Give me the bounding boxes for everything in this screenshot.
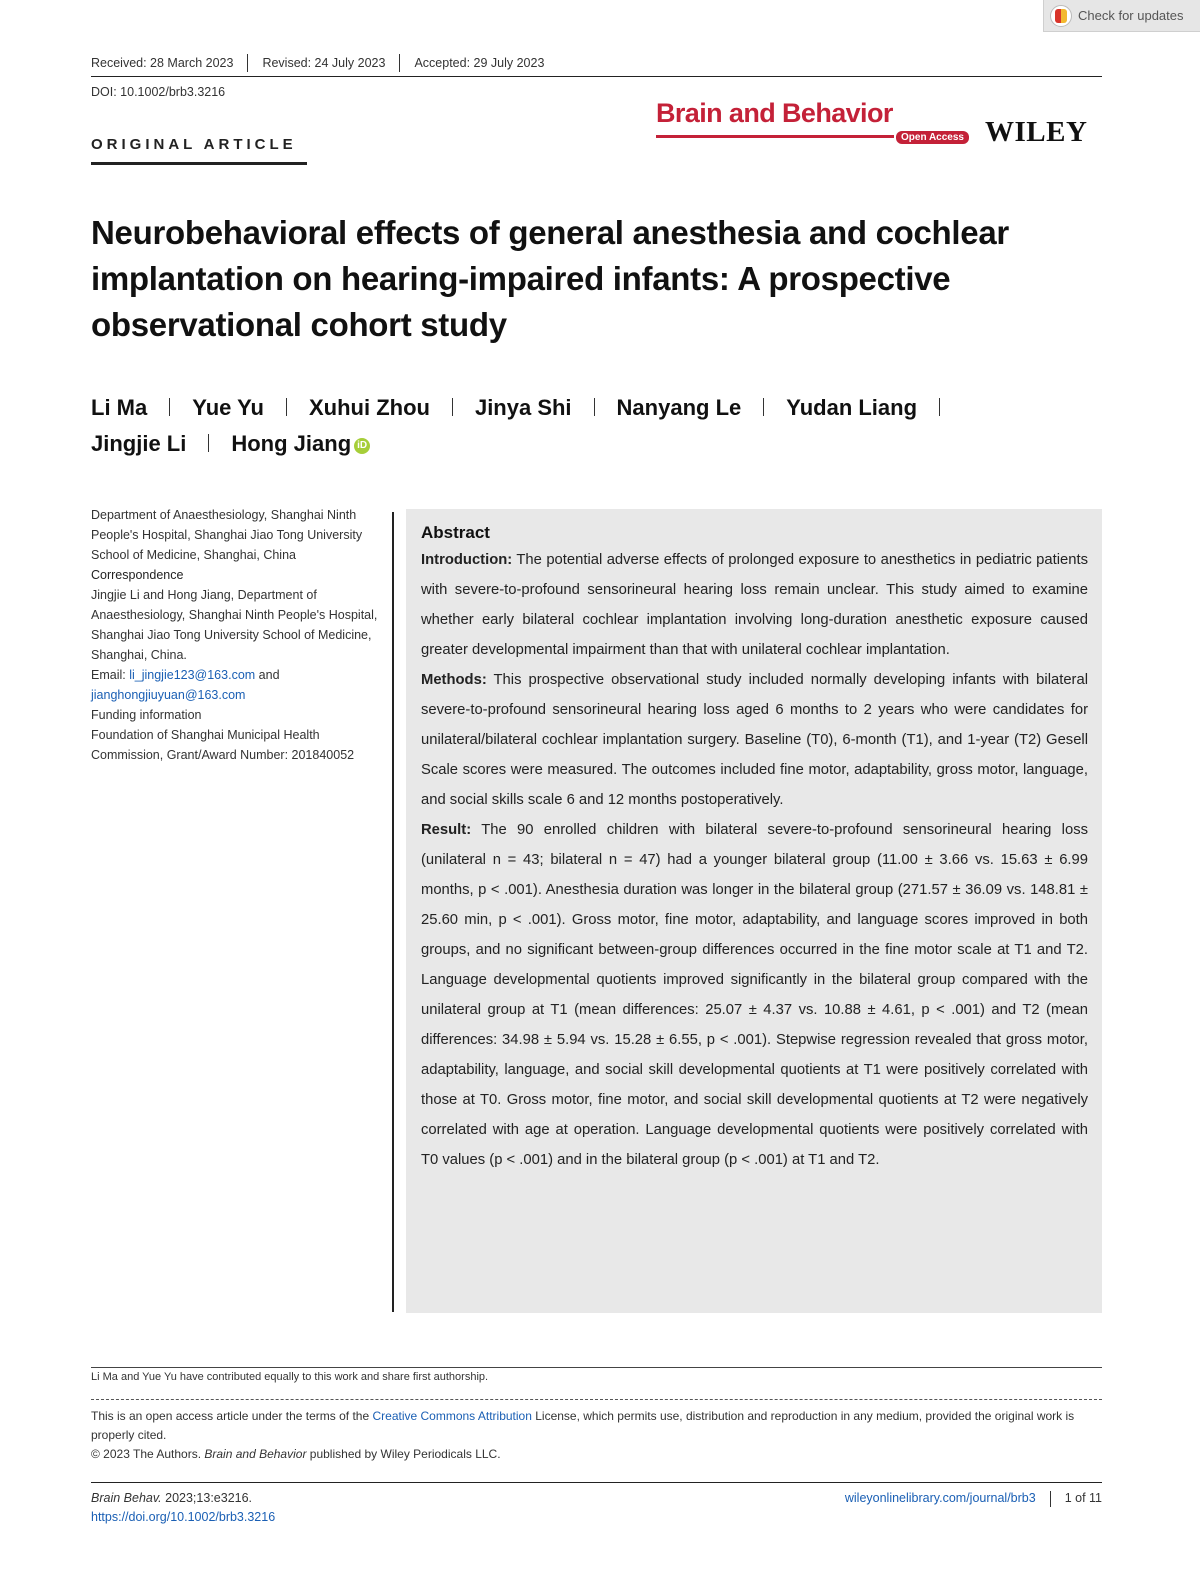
license-text-after: License, which permits use, distribution and reproduction in any medium, provided the original work is properly cited. bbox=[91, 1409, 1075, 1442]
methods-text: This prospective observational study included normally developing infants with bilateral severe-to-profound sensorineural hearing loss aged 6 months to 2 years who were candidates for unilateral/bilateral cochlear implantation surgery. Baseline (T0), 6-month (T1), and 1-year (T2) Gesell Scale scores were measured. The outcomes included fine motor, adaptability, gross motor, language, and social skills scale 6 and 12 months postoperatively. bbox=[421, 672, 1088, 808]
copyright-suffix: published by Wiley Periodicals LLC. bbox=[306, 1447, 501, 1461]
accepted-date: Accepted: 29 July 2023 bbox=[399, 54, 558, 72]
page-info bbox=[845, 1489, 1102, 1508]
footer-rule bbox=[91, 1482, 1102, 1483]
footnote-dashed-rule bbox=[91, 1399, 1102, 1400]
author-name[interactable]: Jinya Shi bbox=[474, 395, 572, 420]
crossmark-icon bbox=[1050, 5, 1072, 27]
author-name[interactable]: Jingjie Li bbox=[91, 431, 187, 456]
author-name[interactable]: Hong Jiang bbox=[231, 431, 352, 456]
author-name[interactable]: Yue Yu bbox=[192, 395, 264, 420]
copyright-journal: Brain and Behavior bbox=[204, 1447, 307, 1461]
author-separator bbox=[763, 398, 764, 416]
page-number: 1 of 11 bbox=[1064, 1491, 1102, 1505]
journal-name: Brain and Behavior bbox=[656, 98, 893, 128]
author-separator bbox=[594, 398, 595, 416]
author-name[interactable]: Xuhui Zhou bbox=[308, 395, 430, 420]
journal-logo bbox=[656, 98, 964, 143]
abstract-introduction bbox=[421, 545, 1088, 665]
revised-date: Revised: 24 July 2023 bbox=[247, 54, 399, 72]
abstract-heading: Abstract bbox=[421, 523, 490, 542]
received-date: Received: 28 March 2023 bbox=[91, 56, 234, 70]
license-notice bbox=[91, 1407, 1102, 1464]
journal-url-link[interactable]: wileyonlinelibrary.com/journal/brb3 bbox=[844, 1491, 1036, 1505]
page-divider bbox=[1050, 1491, 1051, 1507]
author-separator bbox=[452, 398, 453, 416]
abstract-methods bbox=[421, 665, 1088, 815]
correspondence-email bbox=[91, 665, 383, 705]
article-title: Neurobehavioral effects of general anesthesia and cochlear implantation on hearing-impaired infants: A prospective observational cohort study bbox=[91, 214, 1009, 343]
author-list bbox=[91, 390, 1091, 462]
abstract-box bbox=[406, 509, 1102, 1313]
equal-contribution-note: Li Ma and Yue Yu have contributed equally to this work and share first authorship. bbox=[91, 1371, 489, 1383]
email-label: Email: bbox=[91, 668, 126, 682]
citation-journal: Brain Behav. bbox=[91, 1491, 162, 1505]
methods-label: Methods: bbox=[421, 672, 487, 688]
email-link[interactable]: jianghongjiuyuan@163.com bbox=[91, 688, 246, 702]
correspondence-text: Jingjie Li and Hong Jiang, Department of Anaesthesiology, Shanghai Ninth People's Hospital, Shanghai Jiao Tong University School of Medicine, Shanghai, China. bbox=[91, 588, 378, 662]
result-label: Result: bbox=[421, 822, 472, 838]
introduction-label: Introduction: bbox=[421, 552, 513, 568]
author-name[interactable]: Li Ma bbox=[91, 395, 148, 420]
orcid-icon[interactable]: iD bbox=[354, 438, 370, 454]
author-separator bbox=[286, 398, 287, 416]
citation-volume: 2023;13:e3216. bbox=[161, 1491, 253, 1505]
copyright-prefix: © 2023 The Authors. bbox=[91, 1447, 205, 1461]
footnote-rule bbox=[91, 1367, 1102, 1368]
check-for-updates-label: Check for updates bbox=[1078, 8, 1184, 23]
author-name[interactable]: Nanyang Le bbox=[616, 395, 742, 420]
citation bbox=[91, 1489, 275, 1527]
journal-logo-rule bbox=[656, 135, 894, 138]
author-separator bbox=[939, 398, 940, 416]
abstract-result bbox=[421, 815, 1088, 1175]
check-for-updates-button[interactable] bbox=[1043, 0, 1200, 32]
license-text-before: This is an open access article under the terms of the bbox=[91, 1409, 373, 1423]
article-dates bbox=[91, 54, 558, 72]
article-type-rule bbox=[91, 162, 307, 165]
result-text: The 90 enrolled children with bilateral severe-to-profound sensorineural hearing loss (unilateral n = 43; bilateral n = 47) had a younger bilateral group (11.00 ± 3.66 vs. 15.63 ± 6.99 months, p < .001). Anesthesia duration was longer in the bilateral group (271.57 ± 36.09 vs. 148.81 ± 25.60 min, p < .001). Gross motor, fine motor, adaptability, and language scores improved in both groups, and no significant between-group differences occurred in the fine motor scale at T1 and T2. Language developmental quotients improved significantly in the bilateral group compared with the unilateral group at T1 (mean differences: 25.07 ± 4.37 vs. 10.88 ± 4.61, p < .001) and T2 (mean differences: 34.98 ± 5.94 vs. 15.28 ± 6.55, p < .001). Stepwise regression revealed that gross motor, adaptability, language, and social skill developmental quotients at T1 were positively correlated with those at T0. Gross motor, fine motor, and social skill developmental quotients at T2 were negatively correlated with age at operation. Language developmental quotients were positively correlated with T0 values (p < .001) and in the bilateral group (p < .001) at T1 and T2. bbox=[421, 822, 1088, 1168]
doi: DOI: 10.1002/brb3.3216 bbox=[91, 85, 226, 99]
email-conjunction: and bbox=[258, 668, 280, 682]
author-separator bbox=[208, 434, 209, 452]
article-sidebar bbox=[91, 505, 383, 765]
author-name[interactable]: Yudan Liang bbox=[786, 395, 918, 420]
email-link[interactable]: li_jingjie123@163.com bbox=[129, 668, 256, 682]
publisher-logo: WILEY bbox=[985, 116, 1088, 148]
article-type: ORIGINAL ARTICLE bbox=[91, 136, 297, 153]
header-rule bbox=[91, 76, 1102, 77]
doi-link[interactable]: https://doi.org/10.1002/brb3.3216 bbox=[91, 1510, 276, 1524]
introduction-text: The potential adverse effects of prolonged exposure to anesthetics in pediatric patients with severe-to-profound sensorineural hearing loss remain unclear. This study aimed to examine whether early bilateral cochlear implantation involving long-duration anesthetic exposure caused greater developmental impairment than that with unilateral cochlear implantation. bbox=[421, 552, 1088, 658]
open-access-badge: Open Access bbox=[896, 131, 969, 144]
funding-heading: Funding information bbox=[91, 708, 202, 722]
funding-text: Foundation of Shanghai Municipal Health Commission, Grant/Award Number: 201840052 bbox=[91, 728, 355, 762]
affiliation: Department of Anaesthesiology, Shanghai Ninth People's Hospital, Shanghai Jiao Tong University School of Medicine, Shanghai, China bbox=[91, 508, 363, 562]
author-separator bbox=[169, 398, 170, 416]
license-link[interactable]: Creative Commons Attribution bbox=[372, 1409, 532, 1423]
correspondence-heading: Correspondence bbox=[91, 568, 184, 582]
sidebar-divider bbox=[392, 512, 394, 1312]
